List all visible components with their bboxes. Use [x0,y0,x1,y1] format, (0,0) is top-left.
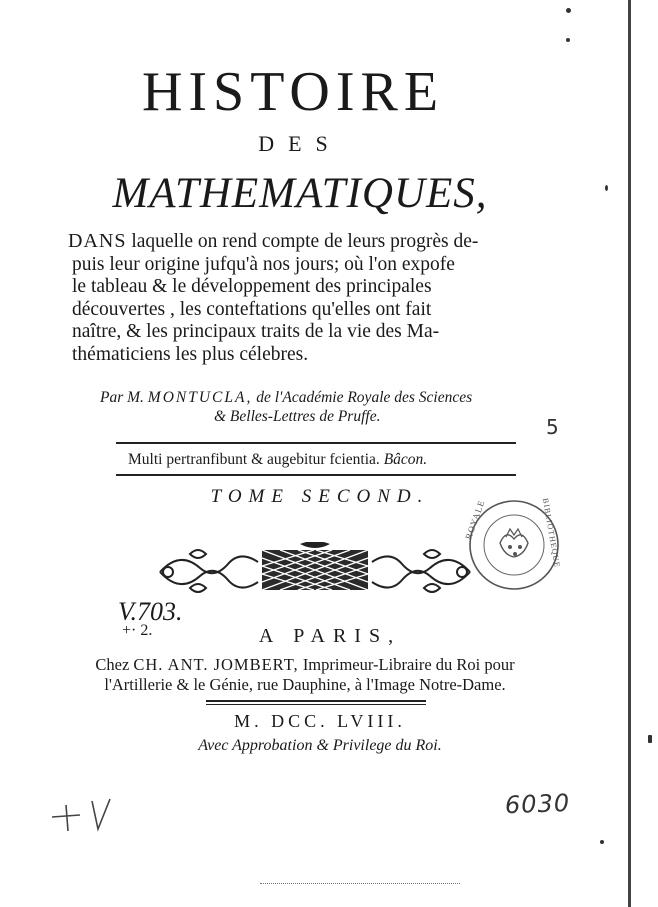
epigraph-source: Bâcon. [383,451,428,468]
printer-ornament [150,542,480,594]
subtitle-line: puis leur origine jufqu'à nos jours; où l'on expofe [72,253,455,275]
subtitle-line: découvertes , les conteftations qu'elles ont fait [72,298,432,320]
imprint-chez: Chez [95,655,130,674]
imprint-block [60,655,550,695]
subtitle-line: le tableau & le développement des principales [72,276,432,297]
title-histoire: HISTOIRE [141,61,445,123]
imprint-rule [206,700,426,702]
volume-label: TOME SECOND. [210,486,430,507]
author-prefix: Par M. [100,389,144,406]
margin-note-5: 5 [546,415,559,439]
title-mathematiques: MATHEMATIQUES, [112,170,488,217]
subtitle-first-word: DANS [68,230,127,252]
imprint-rule-thin [206,704,426,705]
approbation-line: Avec Approbation & Privilege du Roi. [198,737,442,754]
shelfmark-handwritten-2: +· 2. [122,622,153,639]
epigraph [128,451,508,469]
imprint-address: l'Artillerie & le Génie, rue Dauphine, à l'Image Notre-Dame. [104,675,506,694]
subtitle-line: laquelle on rend compte de leurs progrès de- [131,231,479,252]
page-edge [628,0,641,907]
ink-speck [648,735,652,743]
rule-bottom [116,474,516,476]
pencil-mark [50,795,130,835]
imprint-role: Imprimeur-Libraire du Roi pour [302,655,515,674]
epigraph-text: Multi pertranfibunt & augebitur fcientia. [128,451,380,468]
bottom-dotted-line [260,883,460,884]
imprint-publisher: CH. ANT. JOMBERT, [133,655,299,674]
author-affiliation-2: & Belles-Lettres de Pruffe. [214,408,381,425]
ink-speck [566,8,571,13]
ink-speck [605,185,608,191]
stamp-text-left: ROYALE [463,498,487,541]
imprint-place: A PARIS, [258,625,402,647]
subtitle-line: thématiciens les plus célebres. [72,343,309,365]
rule-top [116,442,516,444]
stamp-text-right: BIBLIOTHEQUE [540,497,562,569]
author-line [100,388,540,426]
inventory-number: 6030 [504,788,571,820]
subtitle-block [68,230,538,366]
publication-date: M. DCC. LVIII. [234,711,406,731]
author-affiliation: de l'Académie Royale des Sciences [256,389,473,406]
ink-speck [600,840,604,844]
subtitle-line: naître, & les principaux traits de la vie des Ma- [72,321,440,342]
title-des: DES [258,131,342,156]
ink-speck [566,38,570,42]
shelfmark-handwritten: V.703. [118,597,183,626]
author-name: MONTUCLA, [147,389,253,406]
